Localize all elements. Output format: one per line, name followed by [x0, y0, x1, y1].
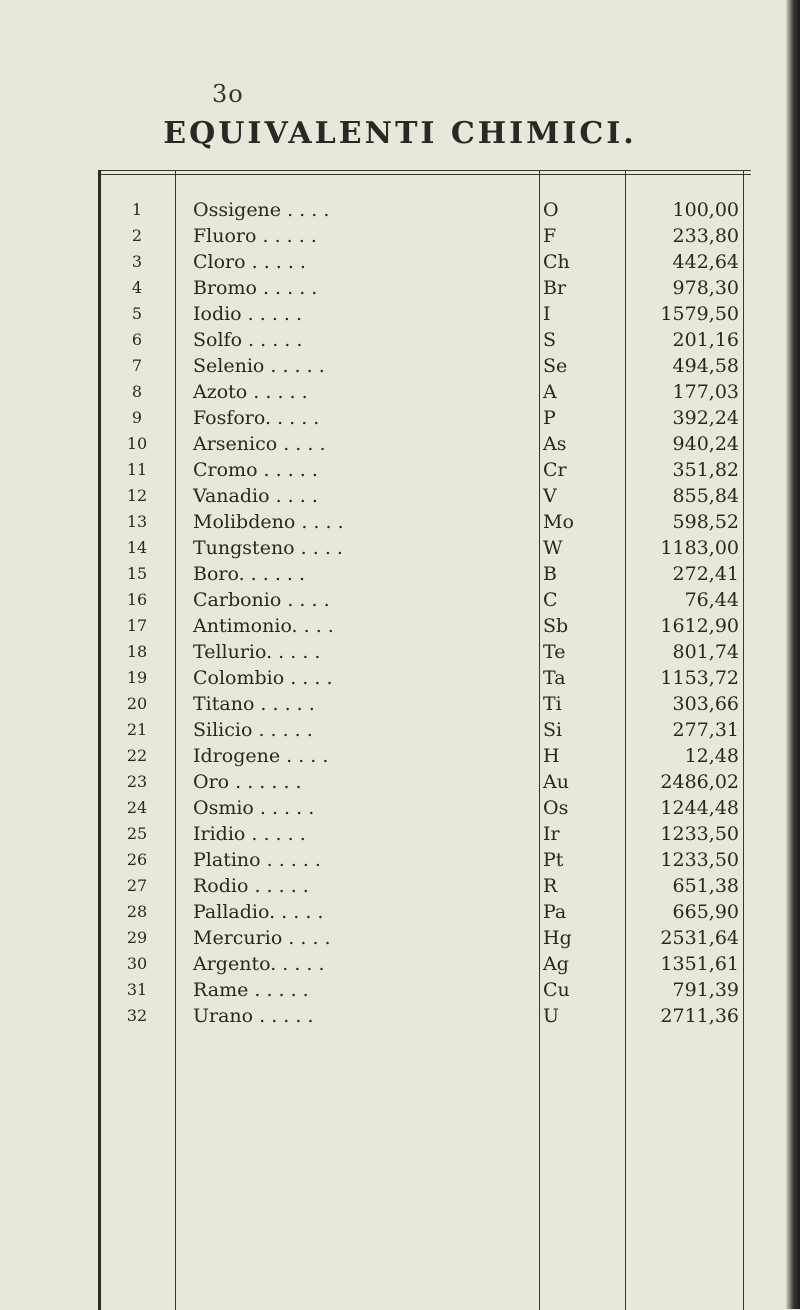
element-number: 3 — [131, 252, 143, 271]
element-equivalent: 940,24 — [672, 433, 739, 455]
element-number: 9 — [131, 408, 143, 427]
element-equivalent: 2531,64 — [660, 927, 739, 949]
element-equivalent: 1351,61 — [660, 953, 739, 975]
table-row — [101, 873, 741, 899]
element-symbol: W — [543, 537, 563, 559]
element-equivalent: 801,74 — [672, 641, 739, 663]
element-name: Bromo . . . . . — [193, 277, 318, 299]
element-number: 6 — [131, 330, 143, 349]
table-row — [101, 379, 741, 405]
element-number: 8 — [131, 382, 143, 401]
element-name: Argento. . . . . — [193, 953, 325, 975]
element-number: 15 — [126, 564, 148, 583]
element-name: Rodio . . . . . — [193, 875, 309, 897]
element-number: 5 — [131, 304, 143, 323]
table-row — [101, 821, 741, 847]
element-equivalent: 303,66 — [672, 693, 739, 715]
element-equivalent: 978,30 — [672, 277, 739, 299]
table-body — [101, 197, 741, 1029]
table-row — [101, 795, 741, 821]
table-row — [101, 639, 741, 665]
element-equivalent: 2711,36 — [660, 1005, 739, 1027]
element-name: Palladio. . . . . — [193, 901, 324, 923]
element-name: Idrogene . . . . — [193, 745, 329, 767]
table-row — [101, 509, 741, 535]
element-number: 7 — [131, 356, 143, 375]
element-number: 19 — [126, 668, 148, 687]
table-row — [101, 717, 741, 743]
element-number: 11 — [126, 460, 148, 479]
element-name: Cloro . . . . . — [193, 251, 306, 273]
element-number: 27 — [126, 876, 148, 895]
element-number: 13 — [126, 512, 148, 531]
element-symbol: I — [543, 303, 551, 325]
element-number: 23 — [126, 772, 148, 791]
table-row — [101, 1003, 741, 1029]
element-number: 14 — [126, 538, 148, 557]
element-equivalent: 1153,72 — [660, 667, 739, 689]
element-equivalent: 1233,50 — [660, 823, 739, 845]
table-row — [101, 613, 741, 639]
element-equivalent: 494,58 — [672, 355, 739, 377]
table-row — [101, 249, 741, 275]
element-number: 10 — [126, 434, 148, 453]
element-number: 21 — [126, 720, 148, 739]
element-equivalent: 177,03 — [672, 381, 739, 403]
element-symbol: Ag — [543, 953, 569, 975]
element-name: Urano . . . . . — [193, 1005, 314, 1027]
element-number: 26 — [126, 850, 148, 869]
element-number: 12 — [126, 486, 148, 505]
element-symbol: Au — [543, 771, 569, 793]
element-number: 29 — [126, 928, 148, 947]
element-equivalent: 76,44 — [684, 589, 739, 611]
element-number: 25 — [126, 824, 148, 843]
element-equivalent: 392,24 — [672, 407, 739, 429]
element-equivalent: 651,38 — [672, 875, 739, 897]
table-row — [101, 431, 741, 457]
element-name: Silicio . . . . . — [193, 719, 313, 741]
element-symbol: Mo — [543, 511, 574, 533]
element-symbol: Pt — [543, 849, 564, 871]
element-equivalent: 1183,00 — [660, 537, 739, 559]
element-symbol: Si — [543, 719, 563, 741]
element-number: 17 — [126, 616, 148, 635]
element-symbol: Pa — [543, 901, 567, 923]
element-equivalent: 442,64 — [672, 251, 739, 273]
table-row — [101, 301, 741, 327]
table-row — [101, 977, 741, 1003]
element-number: 31 — [126, 980, 148, 999]
column-divider-value — [743, 170, 744, 1310]
element-number: 16 — [126, 590, 148, 609]
element-symbol: O — [543, 199, 559, 221]
element-name: Molibdeno . . . . — [193, 511, 344, 533]
table-row — [101, 535, 741, 561]
element-name: Oro . . . . . . — [193, 771, 302, 793]
table-row — [101, 951, 741, 977]
table-row — [101, 561, 741, 587]
element-number: 4 — [131, 278, 143, 297]
element-symbol: R — [543, 875, 558, 897]
element-name: Selenio . . . . . — [193, 355, 325, 377]
table-row — [101, 223, 741, 249]
element-symbol: As — [543, 433, 567, 455]
element-number: 2 — [131, 226, 143, 245]
element-equivalent: 598,52 — [672, 511, 739, 533]
element-name: Antimonio. . . . — [193, 615, 334, 637]
element-name: Boro. . . . . . — [193, 563, 306, 585]
element-symbol: Br — [543, 277, 567, 299]
element-name: Iridio . . . . . — [193, 823, 306, 845]
element-name: Azoto . . . . . — [193, 381, 308, 403]
table-row — [101, 847, 741, 873]
element-equivalent: 233,80 — [672, 225, 739, 247]
element-equivalent: 2486,02 — [660, 771, 739, 793]
element-equivalent: 351,82 — [672, 459, 739, 481]
table-top-rule — [101, 170, 751, 171]
element-name: Cromo . . . . . — [193, 459, 318, 481]
table-row — [101, 899, 741, 925]
element-symbol: Ir — [543, 823, 560, 845]
page-edge-shadow — [786, 0, 800, 1309]
table-row — [101, 925, 741, 951]
table-row — [101, 405, 741, 431]
element-equivalent: 665,90 — [672, 901, 739, 923]
equivalents-table — [98, 170, 751, 1310]
element-name: Colombio . . . . — [193, 667, 333, 689]
element-name: Ossigene . . . . — [193, 199, 330, 221]
element-name: Fluoro . . . . . — [193, 225, 317, 247]
table-row — [101, 457, 741, 483]
element-name: Titano . . . . . — [193, 693, 315, 715]
table-row — [101, 769, 741, 795]
page-number: 3o — [212, 80, 244, 108]
table-row — [101, 197, 741, 223]
element-name: Fosforo. . . . . — [193, 407, 320, 429]
element-equivalent: 201,16 — [672, 329, 739, 351]
element-equivalent: 100,00 — [672, 199, 739, 221]
element-number: 24 — [126, 798, 148, 817]
table-row — [101, 665, 741, 691]
element-symbol: S — [543, 329, 557, 351]
table-row — [101, 587, 741, 613]
table-row — [101, 275, 741, 301]
element-symbol: V — [543, 485, 557, 507]
element-equivalent: 1233,50 — [660, 849, 739, 871]
element-symbol: Se — [543, 355, 568, 377]
element-name: Arsenico . . . . — [193, 433, 326, 455]
element-equivalent: 1612,90 — [660, 615, 739, 637]
element-name: Platino . . . . . — [193, 849, 321, 871]
table-top-rule-inner — [101, 174, 751, 175]
element-name: Solfo . . . . . — [193, 329, 303, 351]
element-symbol: P — [543, 407, 556, 429]
element-number: 32 — [126, 1006, 148, 1025]
table-row — [101, 353, 741, 379]
element-equivalent: 791,39 — [672, 979, 739, 1001]
element-symbol: Ch — [543, 251, 570, 273]
element-number: 20 — [126, 694, 148, 713]
element-symbol: A — [543, 381, 557, 403]
element-number: 30 — [126, 954, 148, 973]
element-symbol: U — [543, 1005, 560, 1027]
element-symbol: Cu — [543, 979, 570, 1001]
element-name: Rame . . . . . — [193, 979, 309, 1001]
table-row — [101, 691, 741, 717]
table-row — [101, 327, 741, 353]
element-symbol: C — [543, 589, 558, 611]
element-number: 18 — [126, 642, 148, 661]
element-symbol: H — [543, 745, 560, 767]
element-symbol: Te — [543, 641, 566, 663]
element-symbol: Ta — [543, 667, 566, 689]
element-symbol: B — [543, 563, 557, 585]
element-name: Carbonio . . . . — [193, 589, 330, 611]
element-equivalent: 855,84 — [672, 485, 739, 507]
element-name: Osmio . . . . . — [193, 797, 315, 819]
element-name: Tungsteno . . . . — [193, 537, 343, 559]
element-symbol: Sb — [543, 615, 569, 637]
element-equivalent: 277,31 — [672, 719, 739, 741]
element-name: Iodio . . . . . — [193, 303, 303, 325]
page-title: EQUIVALENTI CHIMICI. — [163, 116, 637, 151]
element-name: Mercurio . . . . — [193, 927, 331, 949]
element-symbol: F — [543, 225, 557, 247]
element-equivalent: 12,48 — [684, 745, 739, 767]
element-symbol: Cr — [543, 459, 567, 481]
element-equivalent: 1579,50 — [660, 303, 739, 325]
element-symbol: Os — [543, 797, 569, 819]
element-number: 28 — [126, 902, 148, 921]
table-row — [101, 743, 741, 769]
element-symbol: Hg — [543, 927, 572, 949]
element-name: Tellurio. . . . . — [193, 641, 321, 663]
element-symbol: Ti — [543, 693, 562, 715]
element-equivalent: 272,41 — [672, 563, 739, 585]
element-name: Vanadio . . . . — [193, 485, 318, 507]
table-row — [101, 483, 741, 509]
element-number: 1 — [131, 200, 143, 219]
element-number: 22 — [126, 746, 148, 765]
element-equivalent: 1244,48 — [660, 797, 739, 819]
